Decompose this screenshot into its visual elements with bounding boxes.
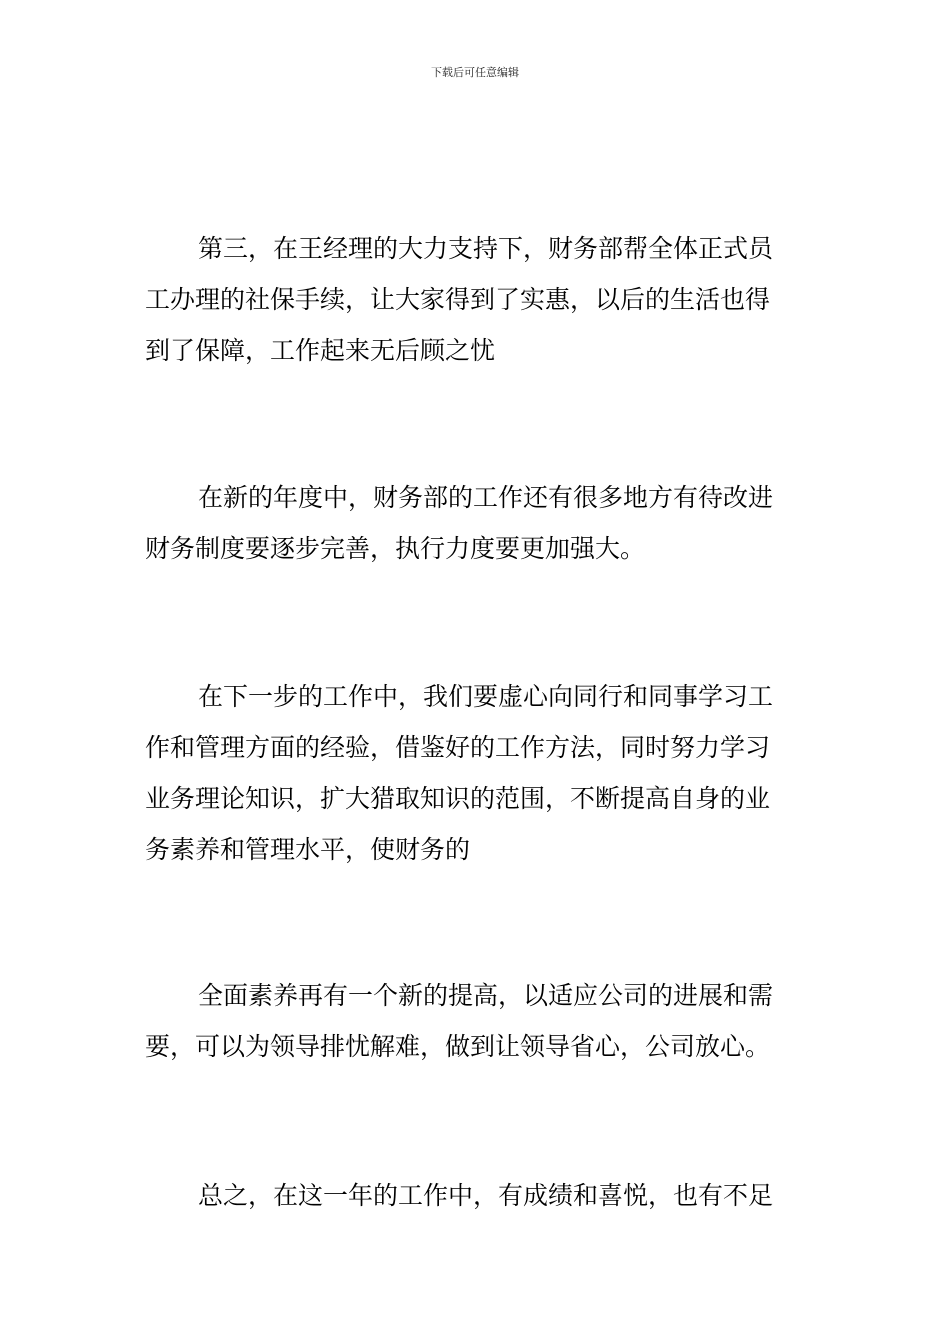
paragraph-5 [145,1170,807,1221]
paragraph-4 [145,970,807,1072]
paragraph-line: 务素养和管理水平，使财务的 [145,835,471,864]
paragraph-line: 全面素养再有一个新的提高，以适应公司的进展和需 [198,981,774,1010]
paragraph-line: 总之，在这一年的工作中，有成绩和喜悦，也有不足 [198,1181,774,1210]
paragraph-1 [145,223,807,376]
paragraph-line: 要，可以为领导排忧解难，做到让领导省心，公司放心。 [145,1032,771,1061]
paragraph-line: 工办理的社保手续，让大家得到了实惠，以后的生活也得 [145,285,771,314]
page-header: 下载后可任意编辑 [431,66,519,79]
paragraph-line: 到了保障，工作起来无后顾之忧 [145,336,496,365]
paragraph-line: 业务理论知识，扩大猎取知识的范围，不断提高自身的业 [145,784,771,813]
paragraph-line: 第三，在王经理的大力支持下，财务部帮全体正式员 [198,234,774,263]
paragraph-line: 财务制度要逐步完善，执行力度要更加强大。 [145,534,646,563]
paragraph-line: 作和管理方面的经验，借鉴好的工作方法，同时努力学习 [145,733,771,762]
paragraph-line: 在新的年度中，财务部的工作还有很多地方有待改进 [198,483,774,512]
paragraph-3 [145,671,807,875]
paragraph-line: 在下一步的工作中，我们要虚心向同行和同事学习工 [198,682,774,711]
paragraph-2 [145,472,807,574]
